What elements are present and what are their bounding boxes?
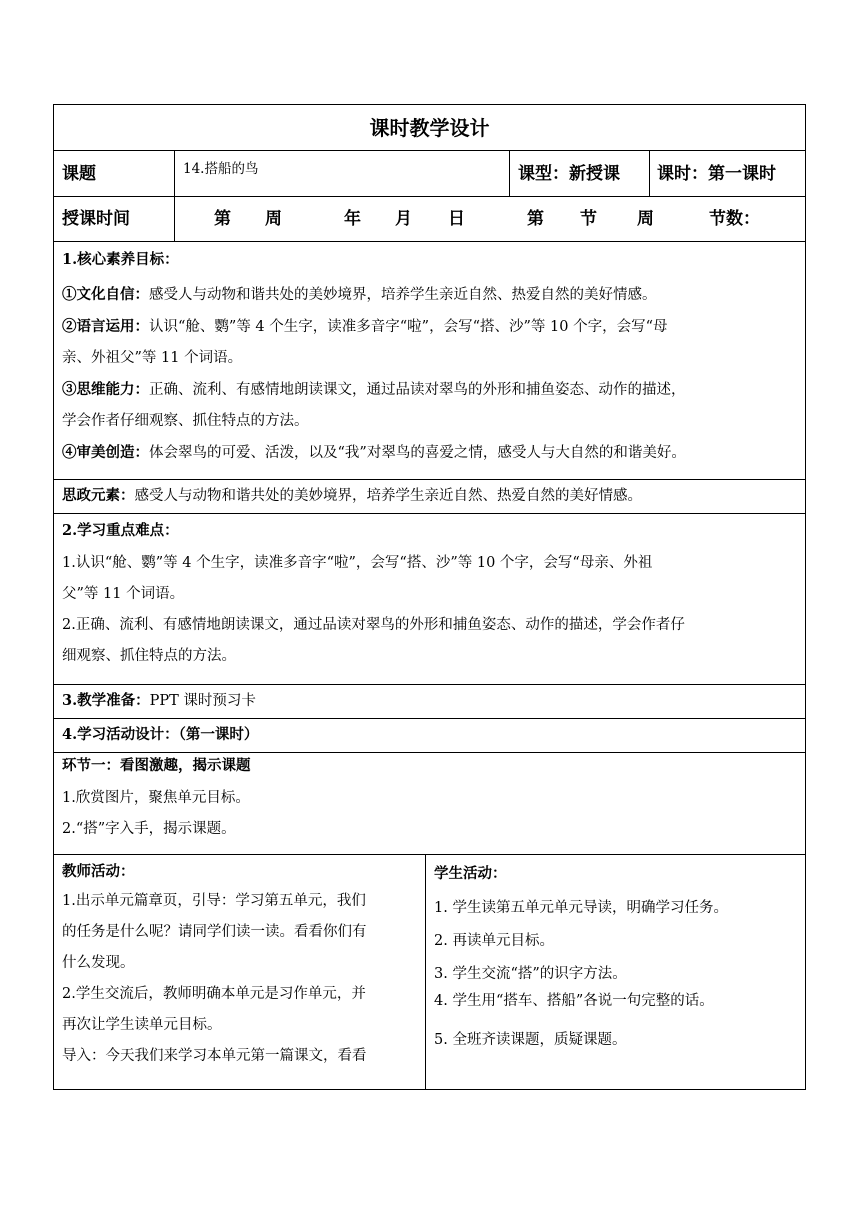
goal-item — [62, 437, 800, 469]
row-divider — [54, 241, 805, 242]
keypoint-line: 1.认识“舱、鹦”等 4 个生字，读准多音字“啦”，会写“搭、沙”等 10 个字，会写“母亲、外祖 — [62, 555, 653, 571]
row-divider — [54, 479, 805, 480]
student-heading: 学生活动： — [434, 865, 507, 882]
activity-heading: 4.学习活动设计：（第一课时） — [62, 726, 259, 743]
schedule-section-prefix: 第 — [527, 209, 544, 229]
teacher-line: 2.学生交流后，教师明确本单元是习作单元，并 — [62, 986, 366, 1002]
teacher-heading: 教师活动： — [62, 863, 135, 880]
goal-label: ②语言运用： — [62, 318, 149, 335]
topic-value: 14.搭船的鸟 — [183, 161, 259, 177]
page-title: 课时教学设计 — [369, 116, 490, 140]
row-divider — [54, 513, 805, 514]
goal-text: 正确、流利、有感情地朗读课文，通过品读对翠鸟的外形和捕鱼姿态、动作的描述， — [149, 382, 686, 398]
activity-list — [62, 783, 800, 845]
goal-item-continued: 亲、外祖父”等 11 个词语。 — [62, 350, 243, 366]
prep-text: PPT 课时预习卡 — [149, 693, 256, 709]
student-line: 4. 学生用“搭车、搭船”各说一句完整的话。 — [434, 993, 714, 1009]
ideology-row — [62, 486, 642, 506]
activity-section-title: 环节一：看图激趣，揭示课题 — [62, 757, 251, 774]
column-divider — [649, 150, 650, 196]
teacher-line: 的任务是什么呢？请同学们读一读。看看你们有 — [62, 924, 367, 940]
schedule-week: 周 — [637, 209, 654, 229]
row-divider — [54, 150, 805, 151]
keypoint-line: 2.正确、流利、有感情地朗读课文，通过品读对翠鸟的外形和捕鱼姿态、动作的描述，学会作者仔 — [62, 617, 685, 633]
goal-item — [62, 279, 800, 311]
column-divider — [174, 150, 175, 241]
keypoint-line: 父”等 11 个词语。 — [62, 586, 185, 602]
goal-label: ①文化自信： — [62, 286, 149, 303]
goal-label: ④审美创造： — [62, 444, 149, 461]
goal-item — [62, 311, 800, 343]
teacher-list — [62, 886, 420, 1072]
schedule-label: 授课时间 — [62, 209, 130, 229]
lesson-period: 课时：第一课时 — [657, 164, 776, 184]
schedule-year: 年 — [344, 209, 361, 229]
student-line: 5. 全班齐读课题，质疑课题。 — [434, 1032, 627, 1048]
schedule-count: 节数： — [709, 209, 760, 229]
activity-line: 2.“搭”字入手，揭示课题。 — [62, 821, 236, 837]
schedule-week-suffix: 周 — [265, 209, 282, 229]
schedule-day: 日 — [448, 209, 465, 229]
ideology-label: 思政元素： — [62, 487, 135, 504]
row-divider — [54, 854, 805, 855]
keypoint-line: 细观察、抓住特点的方法。 — [62, 648, 236, 664]
goal-text: 体会翠鸟的可爱、活泼，以及“我”对翠鸟的喜爱之情，感受人与大自然的和谐美好。 — [149, 445, 686, 461]
prep-label: 3.教学准备： — [62, 692, 150, 709]
teacher-line: 再次让学生读单元目标。 — [62, 1017, 222, 1033]
lesson-type: 课型：新授课 — [518, 164, 620, 184]
teacher-line: 导入：今天我们来学习本单元第一篇课文，看看 — [62, 1048, 367, 1064]
goal-item — [62, 374, 800, 406]
teacher-line: 1.出示单元篇章页，引导：学习第五单元，我们 — [62, 893, 366, 909]
goal-text: 感受人与动物和谐共处的美妙境界，培养学生亲近自然、热爱自然的美好情感。 — [149, 287, 657, 303]
student-line: 3. 学生交流“搭”的识字方法。 — [434, 966, 627, 982]
column-divider — [509, 150, 510, 196]
row-divider — [54, 752, 805, 753]
goals-list — [62, 279, 800, 469]
student-line: 2. 再读单元目标。 — [434, 933, 554, 949]
goals-heading: 1.核心素养目标： — [62, 251, 179, 268]
keypoints-heading: 2.学习重点难点： — [62, 522, 179, 539]
teacher-line: 什么发现。 — [62, 955, 135, 971]
goal-item-continued: 学会作者仔细观察、抓住特点的方法。 — [62, 413, 309, 429]
lesson-plan-table — [53, 104, 806, 1090]
schedule-section-suffix: 节 — [580, 209, 597, 229]
schedule-week-prefix: 第 — [214, 209, 231, 229]
student-line: 1. 学生读第五单元单元导读，明确学习任务。 — [434, 900, 728, 916]
row-divider — [54, 718, 805, 719]
row-divider — [54, 196, 805, 197]
goal-text: 认识“舱、鹦”等 4 个生字，读准多音字“啦”，会写“搭、沙”等 10 个字，会写“母 — [149, 319, 668, 335]
topic-label: 课题 — [62, 164, 96, 184]
column-divider — [425, 854, 426, 1090]
schedule-month: 月 — [395, 209, 412, 229]
activity-line: 1.欣赏图片，聚焦单元目标。 — [62, 790, 250, 806]
keypoints-list — [62, 548, 800, 672]
prep-row — [62, 691, 256, 711]
row-divider — [54, 684, 805, 685]
goal-label: ③思维能力： — [62, 381, 149, 398]
ideology-text: 感受人与动物和谐共处的美妙境界，培养学生亲近自然、热爱自然的美好情感。 — [134, 488, 642, 504]
